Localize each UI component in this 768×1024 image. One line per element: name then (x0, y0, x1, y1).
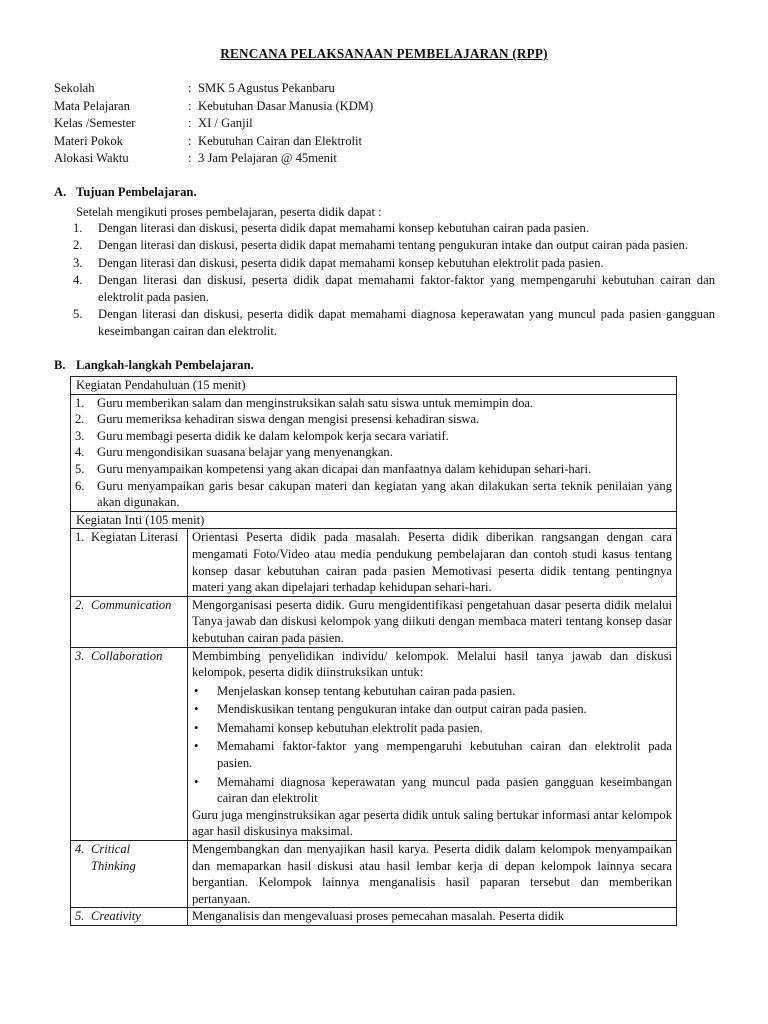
document-title: RENCANA PELAKSANAAN PEMBELAJARAN (RPP) (220, 46, 548, 61)
step-label: Kegiatan Literasi (91, 530, 179, 545)
info-value: Kebutuhan Dasar Manusia (KDM) (198, 98, 374, 113)
section-b-heading: B. Langkah-langkah Pembelajaran. (54, 358, 254, 372)
step-description: Mengorganisasi peserta didik. Guru mengidentifikasi pengetahuan dasar peserta didik melalui Tanya jawab dan diskusi kelompok yang diikuti dengan membaca materi tentang konsep dasar kebutuhan cairan pada pasien. (188, 596, 677, 647)
list-item: • Mendiskusikan tentang pengukuran intake dan output cairan pada pasien. (194, 702, 587, 717)
step-label-cell: 3. Collaboration (71, 647, 188, 841)
collaboration-bullets (192, 683, 672, 807)
list-item: • Menjelaskan konsep tentang kebutuhan cairan pada pasien. (194, 683, 516, 698)
step-description: Membimbing penyelidikan individu/ kelompok. Melalui hasil tanya jawab dan diskusi kelompok, peserta didik diinstruksikan untuk: (192, 648, 672, 680)
info-value: Kebutuhan Cairan dan Elektrolit (198, 133, 363, 148)
step-closing: Guru juga menginstruksikan agar peserta didik untuk saling bertukar informasi antar kelompok agar hasil diskusinya maksimal. (192, 807, 672, 839)
step-description: Orientasi Peserta didik pada masalah. Peserta didik diberikan rangsangan dengan cara mengamati Foto/Video atau media pendukung pembelajaran dan contoh studi kasus tentang konsep dasar kebutuhan cairan pada pasien Memotivasi peserta didik tentang pentingnya materi yang akan dipelajari terhadap kehidupan sehari-hari. (188, 529, 677, 596)
list-item: • Memahami faktor-faktor yang mempengaruhi kebutuhan cairan dan elektrolit pada pasien. (194, 739, 672, 771)
info-value: SMK 5 Agustus Pekanbaru (198, 81, 335, 95)
step-label: Collaboration (91, 648, 163, 663)
info-row: Sekolah : SMK 5 Agustus Pekanbaru (54, 80, 373, 98)
pendahuluan-list (75, 395, 672, 511)
pendahuluan-header: Kegiatan Pendahuluan (15 menit) (71, 377, 677, 395)
list-item: 1. Guru memberikan salam dan menginstruksikan salah satu siswa untuk memimpin doa. (75, 395, 534, 410)
table-row (71, 596, 677, 647)
list-item: 3. Dengan literasi dan diskusi, peserta didik dapat memahami konsep kebutuhan elektrolit pada pasien. (73, 255, 604, 270)
learning-steps-table (70, 376, 677, 926)
info-label: Materi Pokok (54, 133, 123, 148)
step-label-cell: 4. Critical Thinking (71, 841, 188, 908)
info-value: XI / Ganjil (198, 116, 253, 131)
table-row (71, 511, 677, 529)
table-row (71, 841, 677, 908)
step-label-cell: 2. Communication (71, 596, 188, 647)
identity-block (54, 80, 373, 168)
list-item: • Memahami konsep kebutuhan elektrolit pada pasien. (194, 720, 483, 735)
table-row (71, 377, 677, 395)
step-label: Communication (91, 597, 172, 612)
list-item: 1. Dengan literasi dan diskusi, peserta didik dapat memahami konsep kebutuhan cairan pada pasien. (73, 221, 590, 235)
objectives-list (54, 220, 715, 340)
pendahuluan-cell (71, 394, 677, 511)
info-row: Mata Pelajaran : Kebutuhan Dasar Manusia (KDM) (54, 98, 373, 116)
list-item: 4. Dengan literasi dan diskusi, peserta didik dapat memahami faktor-faktor yang mempengaruhi kebutuhan cairan dan elektrolit pada pasien. (73, 272, 715, 304)
table-row (71, 394, 677, 511)
table-row (71, 647, 677, 841)
table-row (71, 529, 677, 596)
step-description: Menganalisis dan mengevaluasi proses pemecahan masalah. Peserta didik (188, 908, 677, 926)
info-row: Materi Pokok : Kebutuhan Cairan dan Elektrolit (54, 133, 373, 151)
list-item: 2. Dengan literasi dan diskusi, peserta didik dapat memahami tentang pengukuran intake dan output cairan pada pasien. (73, 238, 688, 253)
list-item: 4. Guru mengondisikan suasana belajar yang menyenangkan. (75, 445, 393, 460)
list-item: 3. Guru membagi peserta didik ke dalam kelompok kerja secara variatif. (75, 428, 449, 443)
step-label: Critical Thinking (91, 842, 136, 873)
section-a-intro: Setelah mengikuti proses pembelajaran, peserta didik dapat : (76, 205, 382, 219)
list-item: 2. Guru memeriksa kehadiran siswa dengan mengisi presensi kehadiran siswa. (75, 412, 480, 427)
step-description-cell (188, 647, 677, 841)
info-value: 3 Jam Pelajaran @ 45menit (198, 151, 337, 166)
inti-header: Kegiatan Inti (105 menit) (71, 511, 677, 529)
list-item: • Memahami diagnosa keperawatan yang muncul pada pasien gangguan keseimbangan cairan dan elektrolit (194, 774, 672, 806)
list-item: 5. Dengan literasi dan diskusi, peserta didik dapat memahami diagnosa keperawatan yang muncul pada pasien gangguan keseimbangan cairan dan elektrolit. (73, 306, 715, 338)
info-label: Kelas /Semester (54, 116, 136, 131)
table-row (71, 908, 677, 926)
info-row: Kelas /Semester : XI / Ganjil (54, 115, 373, 133)
list-item: 6. Guru menyampaikan garis besar cakupan materi dan kegiatan yang akan dilakukan serta teknik penilaian yang akan digunakan. (75, 478, 672, 510)
section-a-heading: A. Tujuan Pembelajaran. (54, 185, 197, 199)
list-item: 5. Guru menyampaikan kompetensi yang akan dicapai dan manfaatnya dalam kehidupan sehari-hari. (75, 461, 592, 476)
info-label: Mata Pelajaran (54, 98, 130, 113)
info-row: Alokasi Waktu : 3 Jam Pelajaran @ 45menit (54, 150, 373, 168)
step-label-cell: 5. Creativity (71, 908, 188, 926)
info-label: Sekolah (54, 81, 95, 95)
info-label: Alokasi Waktu (54, 151, 129, 166)
step-label: Creativity (91, 909, 141, 924)
step-description: Mengembangkan dan menyajikan hasil karya. Peserta didik dalam kelompok menyampaikan dan memaparkan hasil diskusi atau hasil lembar kerja di depan kelompok lainnya secara bergantian. Kelompok lainnya menganalisis hasil paparan tersebut dan memberikan pertanyaan. (188, 841, 677, 908)
step-label-cell: 1. Kegiatan Literasi (71, 529, 188, 596)
